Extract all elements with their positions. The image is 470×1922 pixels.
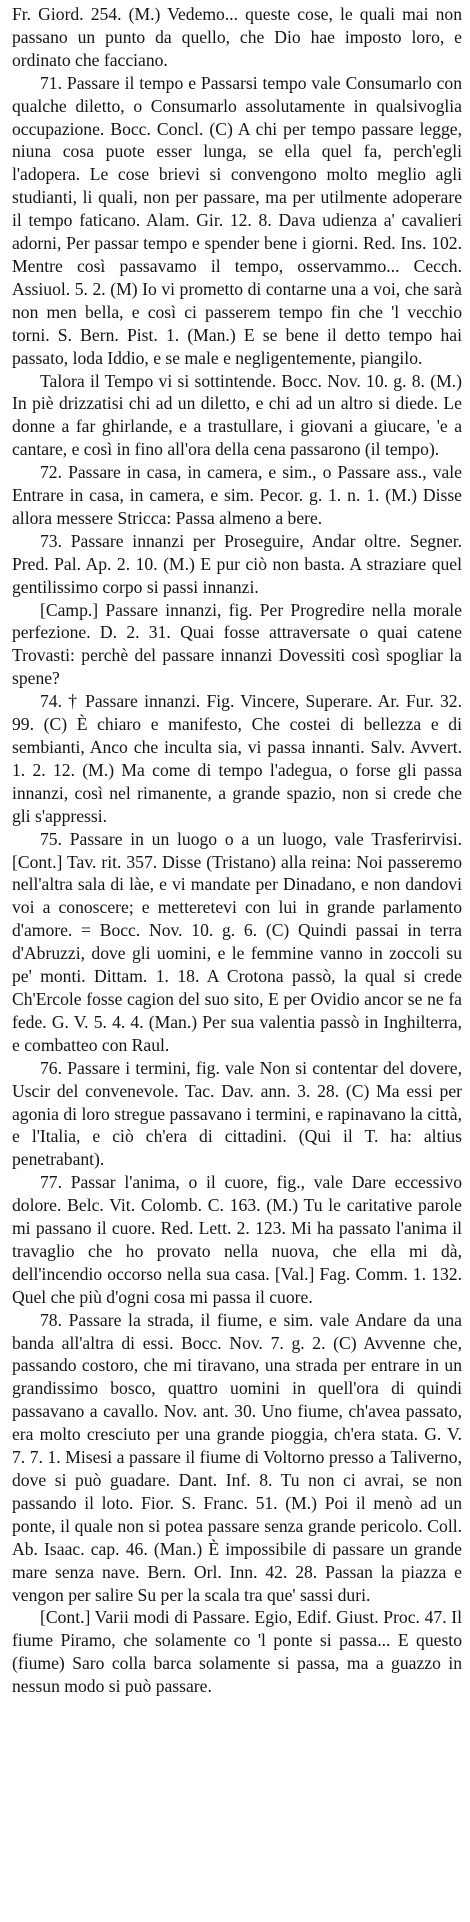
entry-78: 78. Passare la strada, il fiume, e sim. vale Andare da una banda all'altra di essi. Bocc. Nov. 7. g. 2. (C) Avvenne che, passando costoro, che mi tiravano, una strada per entrare in un grandissimo bosco, quattro uomini in quell'ora di quindi passavano a cavallo. Nov. ant. 30. Uno fiume, ch'avea passato, era molto cresciuto per una grande pioggia, ch'era stata. G. V. 7. 7. 1. Misesi a passare il fiume di Voltorno presso a Taliverno, dove si può guadare. Dant. Inf. 8. Tu non ci avrai, se non passando il loto. Fior. S. Franc. 51. (M.) Poi il menò ad un ponte, il quale non si potea passare senza grande pericolo. Coll. Ab. Isaac. cap. 46. (Man.) È impossibile di passare un grande mare senza nave. Bern. Orl. Inn. 42. 28. Passan la piazza e vengon per salire Su per la scala tra que' sassi duri. xyxy=(12,1309,462,1605)
entry-73-camp: [Camp.] Passare innanzi, fig. Per Progredire nella morale perfezione. D. 2. 31. Quai fosse attraversate o quai catene Trovasti: perchè del passare innanzi Dovessiti così spogliar la spene? xyxy=(12,599,462,689)
entry-71: 71. Passare il tempo e Passarsi tempo vale Consumarlo con qualche diletto, o Consumarlo assolutamente in qualsivoglia occupazione. Bocc. Concl. (C) A chi per tempo passare legge, niuna cosa puote esser lunga, se ella quel fa, perch'egli l'adopera. Le cose brievi si convengono molto meglio agli studianti, li quali, non per passare, ma per utilmente adoperare il tempo faticano. Alam. Gir. 12. 8. Dava udienza a' cavalieri adorni, Per passar tempo e spender bene i giorni. Red. Ins. 102. Mentre così passavamo il tempo, osservammo... Cecch. Assiuol. 5. 2. (M) Io vi prometto di contarne una a voi, che sarà non men bella, e così ci passerem tempo fin che 'l vecchio torni. S. Bern. Pist. 1. (Man.) E se bene il detto tempo hai passato, loda Iddio, e se male e negligentemente, piangilo. xyxy=(12,72,462,368)
entry-78-cont: [Cont.] Varii modi di Passare. Egio, Edif. Giust. Proc. 47. Il fiume Piramo, che solamente co 'l ponte si passa... E questo (fiume) Saro colla barca solamente si passa, ma a guazzo in nessun modo si può passare. xyxy=(12,1607,462,1697)
entry-75: 75. Passare in un luogo o a un luogo, vale Trasferirvisi. [Cont.] Tav. rit. 357. Disse (Tristano) alla reina: Noi passeremo nell'altra sala di làe, e vi mandate per Dinadano, e non dandovi voi a conoscere; e metteretevi con lui in grande parlamento d'amore. = Bocc. Nov. 10. g. 6. (C) Quindi passai in terra d'Abruzzi, dove gli uomini, e le femmine vanno in zoccoli su pe' monti. Dittam. 1. 18. A Crotona passò, la qual si crede Ch'Ercole fosse cagion del suo sito, E per Ovidio ancor se ne fa fede. G. V. 5. 4. 4. (Man.) Per sua valentia passò in Inghilterra, e combatteo con Raul. xyxy=(12,828,462,1055)
entry-72: 72. Passare in casa, in camera, e sim., o Passare ass., vale Entrare in casa, in camera, e sim. Pecor. g. 1. n. 1. (M.) Disse allora messere Stricca: Passa almeno a bere. xyxy=(12,462,462,528)
entry-73: 73. Passare innanzi per Proseguire, Andar oltre. Segner. Pred. Pal. Ap. 2. 10. (M.) E pur ciò non basta. A straziare quel gentilissimo corpo si passi innanzi. xyxy=(12,530,462,597)
entry-continuation: Fr. Giord. 254. (M.) Vedemo... queste cose, le quali mai non passano un punto da quello, che Dio hae imposto loro, e ordinato che facciano. xyxy=(12,4,462,70)
entry-77: 77. Passar l'anima, o il cuore, fig., vale Dare eccessivo dolore. Belc. Vit. Colomb. C. 163. (M.) Tu le caritative parole mi passano il cuore. Red. Lett. 2. 123. Mi ha passato l'anima il travaglio che ho provato nella nuova, che ella mi dà, dell'incendio occorso nella sua casa. [Val.] Fag. Comm. 1. 132. Quel che più d'ogni cosa mi passa il cuore. xyxy=(12,1172,462,1307)
entry-74: 74. † Passare innanzi. Fig. Vincere, Superare. Ar. Fur. 32. 99. (C) È chiaro e manifesto, Che costei di bellezza e di sembianti, Anco che inculta sia, vi passa innanti. Salv. Avvert. 1. 2. 12. (M.) Ma come di tempo l'adegua, o forse gli passa innanzi, così nel rimanente, a grande spazio, non si crede che gli s'appressi. xyxy=(12,691,462,826)
entry-71-note: Talora il Tempo vi si sottintende. Bocc. Nov. 10. g. 8. (M.) In piè drizzatisi chi ad un diletto, e chi ad un altro si diede. Le donne a far ghirlande, e a trastullare, i giovani a giucare, 'e a cantare, e così in fino all'ora della cena passarono (il tempo). xyxy=(12,370,462,460)
entry-76: 76. Passare i termini, fig. vale Non si contentar del dovere, Uscir del convenevole. Tac. Dav. ann. 3. 28. (C) Ma essi per agonia di loro stregue passavano i termini, e rapinavano la città, e l'Italia, e ciò ch'era di cittadini. (Qui il T. ha: altius penetrabant). xyxy=(12,1057,462,1170)
